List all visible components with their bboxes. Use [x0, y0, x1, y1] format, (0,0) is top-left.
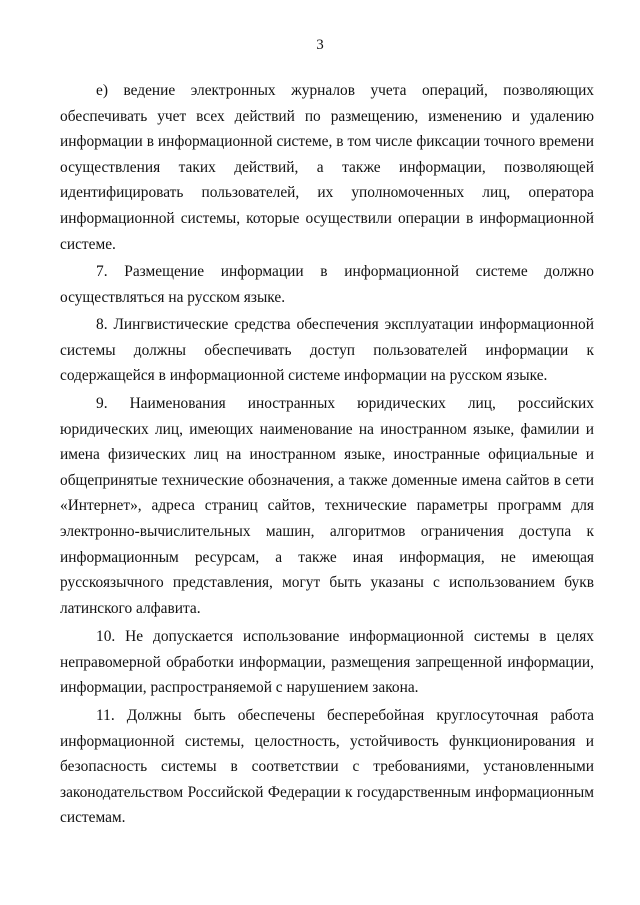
paragraph-item-e: е) ведение электронных журналов учета операций, позволяющих обеспечивать учет всех действий по размещению, изменению и удалению информации в информационной системе, в том числе фиксации точного времени осуществления таких действий, а также информации, позволяющей идентифицировать пользователей, их уполномоченных лиц, оператора информационной системы, которые осуществили операции в информационной системе. — [60, 82, 594, 253]
paragraph-11: 11. Должны быть обеспечены бесперебойная круглосуточная работа информационной системы, целостность, устойчивость функционирования и безопасность системы в соответствии с требованиями, установленными законодательством Российской Федерации к государственным информационным системам. — [60, 707, 594, 827]
paragraph-10: 10. Не допускается использование информационной системы в целях неправомерной обработки информации, размещения запрещенной информации, информации, распространяемой с нарушением закона. — [60, 628, 594, 697]
paragraph-9: 9. Наименования иностранных юридических лиц, российских юридических лиц, имеющих наименование на иностранном языке, фамилии и имена физических лиц на иностранном языке, иностранные официальные и общепринятые технические обозначения, а также доменные имена сайтов в сети «Интернет», адреса страниц сайтов, технические параметры программ для электронно-вычислительных машин, алгоритмов ограничения доступа к информационным ресурсам, а также иная информация, не имеющая русскоязычного представления, могут быть указаны с использованием букв латинского алфавита. — [60, 395, 594, 617]
paragraph-8: 8. Лингвистические средства обеспечения эксплуатации информационной системы должны обеспечивать доступ пользователей информации к содержащейся в информационной системе информации на русском языке. — [60, 316, 594, 385]
page-number: 3 — [316, 37, 324, 53]
paragraph-7: 7. Размещение информации в информационной системе должно осуществляться на русском языке. — [60, 263, 594, 306]
